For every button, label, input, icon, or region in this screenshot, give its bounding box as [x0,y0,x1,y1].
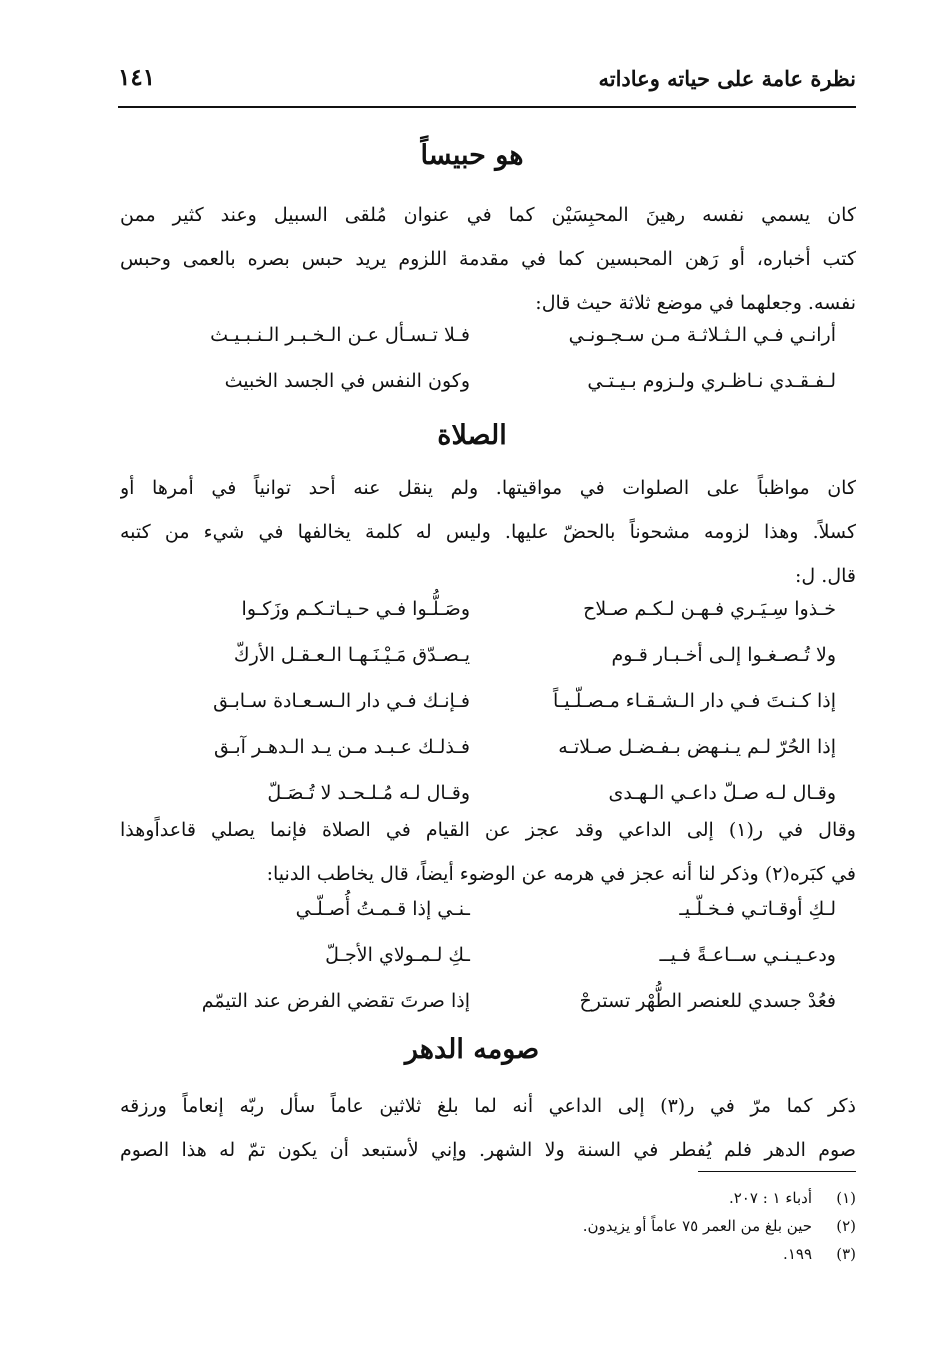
footnote-separator [698,1171,856,1172]
verse-second-hemistich: وكون النفس في الجسد الخبيث [224,370,470,392]
verse [140,932,844,978]
text-line: وقال في ر(١) إلى الداعي وقد عجز عن القيام في الصلاة فإنما يصلي قاعداًوهذا [120,819,856,841]
text-line: كان مواظباً على الصلوات في مواقيتها. ولم ينقل عنه أحد توانياً في أمرها أو [120,477,856,499]
footnote-text: حين بلغ من العمر ٧٥ عاماً أو يزيدون. [582,1217,812,1235]
section-title: الصلاة [437,420,507,451]
verse-first-hemistich: ودعـيـنـي ســاعـةً فـيــ [659,944,836,966]
verse [140,678,844,724]
verse-first-hemistich: لـكِ أوقـاتـي فـخـلّـيـ [679,898,836,920]
text-line: صوم الدهر فلم يُفطر في السنة ولا الشهر. وإني لأستبعد أن يكون تمّ له هذا الصوم [120,1139,856,1161]
text-line: كان يسمي نفسه رهينَ المحبِسَيْن كما في عنوان مُلقى السبيل وعند كثير ممن [120,204,856,226]
footnote [400,1184,856,1212]
verse-second-hemistich: فـإنـك فـي دار الـسـعـادة سـابـق [213,690,470,712]
page-header [118,62,856,108]
paragraph [120,1084,856,1172]
page-number: ١٤١ [118,64,156,91]
footnote-number: (٣) [836,1245,856,1263]
verse-first-hemistich: خـذوا سِـيَـري فـهـن لـكـم صـلاح [583,598,836,620]
section-title: هو حبيساً [420,140,524,171]
verse-first-hemistich: فعُدْ جسدي للعنصر الطُّهْر تسترحْ [579,990,836,1012]
verse-second-hemistich: إذا صرتَ تقضي الفرض عند التيمّم [201,990,470,1012]
verse [140,586,844,632]
verse-second-hemistich: فـذلـك عـبـد مـن يـد الـدهـر آبـق [213,736,470,758]
paragraph [120,193,856,325]
paragraph [120,808,856,896]
running-title: نظرة عامة على حياته وعاداته [598,66,856,91]
paragraph [120,466,856,598]
verse-second-hemistich: فـلا تـسـأل عـن الـخـبـر الـنـبـيـث [210,324,470,346]
poem [140,312,844,404]
verse [140,358,844,404]
verse-second-hemistich: يـصـدّق مَـيْـنَـهـا الـعـقـل الأركّ [233,644,470,666]
footnote-number: (١) [836,1189,856,1207]
footnote [400,1240,856,1268]
verse-second-hemistich: ـكِ لـمـولاي الأجـلّ [325,944,470,966]
verse-second-hemistich: ـنـي إذا قـمـتُ أُصـلّـي [295,898,470,920]
footnotes [400,1184,856,1268]
verse-first-hemistich: وقـال لـه صـلّ داعـي الـهـدى [608,782,836,804]
footnote-text: أدباء ١ : ٢٠٧. [728,1189,812,1207]
text-line: كسلاً. وهذا لزومه مشحوناً بالحضّ عليها. وليس له كلمة يخالفها في شيء من كتبه [120,521,856,543]
verse [140,886,844,932]
verse-second-hemistich: وقـال لـه مُـلـحـد لا تُـصَـلّ [267,782,470,804]
verse [140,978,844,1024]
verse [140,312,844,358]
verse [140,632,844,678]
footnote [400,1212,856,1240]
text-line: نفسه. وجعلهما في موضع ثلاثة حيث قال: [535,292,856,314]
text-line: كتب أخباره، أو رَهن المحبسين كما في مقدمة اللزوم يريد حبس بصره بالعمى وحبس [120,248,856,270]
verse-first-hemistich: أرانـي فـي الـثـلاثـة مـن سـجـونـي [568,324,836,346]
verse-second-hemistich: وصَـلُّـوا فـي حـيـاتـكـم وزَكـوا [241,598,470,620]
footnote-text: ١٩٩. [783,1245,812,1263]
verse [140,724,844,770]
text-line: في كبَره(٢) وذكر لنا أنه عجز في هرمه عن الوضوء أيضاً، قال يخاطب الدنيا: [266,863,856,885]
verse-first-hemistich: لـفـقـدي نـاظـري ولـزوم بـيـتـي [587,370,836,392]
text-line: ذكر كما مرّ في ر(٣) إلى الداعي أنه لما بلغ ثلاثين عاماً سأل ربّه إنعاماً ورزقه [120,1095,856,1117]
footnote-number: (٢) [836,1217,856,1235]
section-title: صومه الدهر [404,1034,540,1065]
verse-first-hemistich: ولا تُـصـغـوا إلـى أخـبـار قـوم [611,644,836,666]
text-line: قال. ل: [795,565,856,587]
verse-first-hemistich: إذا كـنـتَ فـي دار الـشـقـاء مـصـلّـيـاً [553,690,836,712]
verse-first-hemistich: إذا الحُرّ لـم يـنـهض بـفـضـل صـلاتـه [558,736,836,758]
poem [140,586,844,816]
poem [140,886,844,1024]
